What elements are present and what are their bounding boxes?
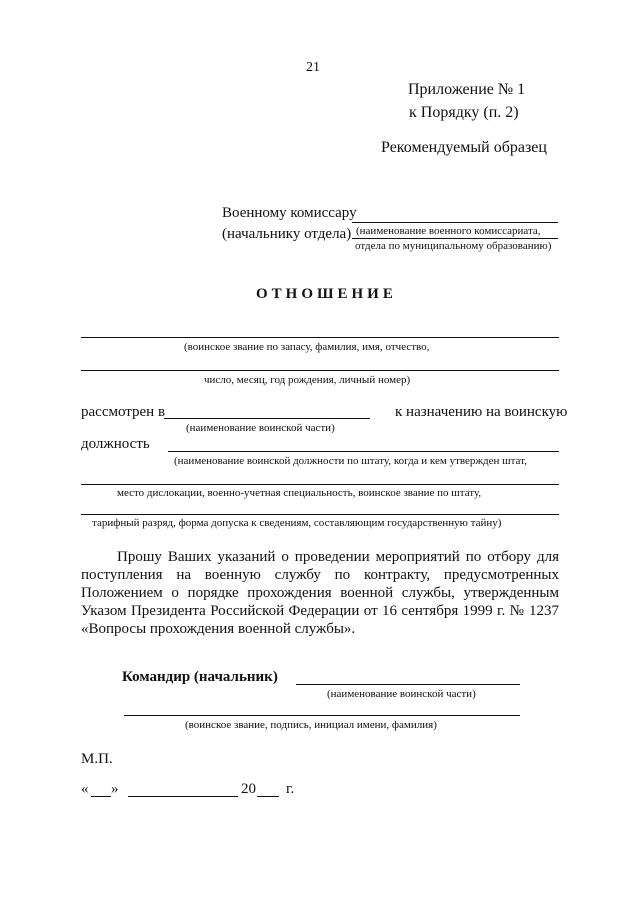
location-line xyxy=(81,484,559,485)
unit-hint: (наименование воинской части) xyxy=(186,422,335,434)
addressee-line-2: (начальнику отдела) xyxy=(222,226,352,242)
considered-in-label: рассмотрен в xyxy=(81,404,166,420)
birth-line xyxy=(81,370,559,371)
unit-line xyxy=(164,418,370,419)
addressee-hint-2: отдела по муниципальному образованию) xyxy=(355,240,552,252)
request-paragraph: Прошу Ваших указаний о проведении мероприятий по отбору для поступления на военную службу по контракту, предусмотренных Положением о порядке прохождения военной службы, утвержденным Указом Президента Российской Федерации от 16 сентября 1999 г. № 1237 «Вопросы прохождения военной службы». xyxy=(81,549,559,637)
grade-line xyxy=(81,514,559,515)
recommended-sample: Рекомендуемый образец xyxy=(381,139,547,156)
document-title: ОТНОШЕНИЕ xyxy=(256,286,397,302)
date-month-line xyxy=(128,796,238,797)
addressee-blank-line-2 xyxy=(352,238,558,239)
commander-label: Командир (начальник) xyxy=(122,669,278,685)
position-line xyxy=(168,451,559,452)
date-year-line xyxy=(257,796,279,797)
page-number: 21 xyxy=(306,60,320,75)
date-close-quote: » xyxy=(111,781,119,797)
addressee-hint-1: (наименование военного комиссариата, xyxy=(356,225,541,237)
position-label: должность xyxy=(81,436,150,452)
commander-unit-hint: (наименование воинской части) xyxy=(327,688,476,700)
commander-sign-hint: (воинское звание, подпись, инициал имени, фамилия) xyxy=(185,719,437,731)
appendix-line-2: к Порядку (п. 2) xyxy=(409,104,519,121)
date-open-quote: « xyxy=(81,781,89,797)
rank-name-line xyxy=(81,337,559,338)
date-day-line xyxy=(91,796,111,797)
addressee-blank-line xyxy=(352,222,558,223)
position-hint: (наименование воинской должности по штату, когда и кем утвержден штат, xyxy=(174,455,527,467)
date-year-suffix: г. xyxy=(286,781,295,797)
grade-hint: тарифный разряд, форма допуска к сведениям, составляющим государственную тайну) xyxy=(92,517,502,529)
assignment-label: к назначению на воинскую xyxy=(395,404,568,420)
addressee-line-1: Военному комиссару xyxy=(222,205,357,221)
location-hint: место дислокации, военно-учетная специальность, воинское звание по штату, xyxy=(117,487,482,499)
appendix-line-1: Приложение № 1 xyxy=(408,81,526,98)
stamp-label: М.П. xyxy=(81,751,113,767)
commander-sign-line xyxy=(124,715,520,716)
date-year-prefix: 20 xyxy=(241,781,256,797)
birth-hint: число, месяц, год рождения, личный номер) xyxy=(204,374,411,386)
commander-unit-line xyxy=(296,684,520,685)
rank-name-hint: (воинское звание по запасу, фамилия, имя, отчество, xyxy=(184,341,430,353)
